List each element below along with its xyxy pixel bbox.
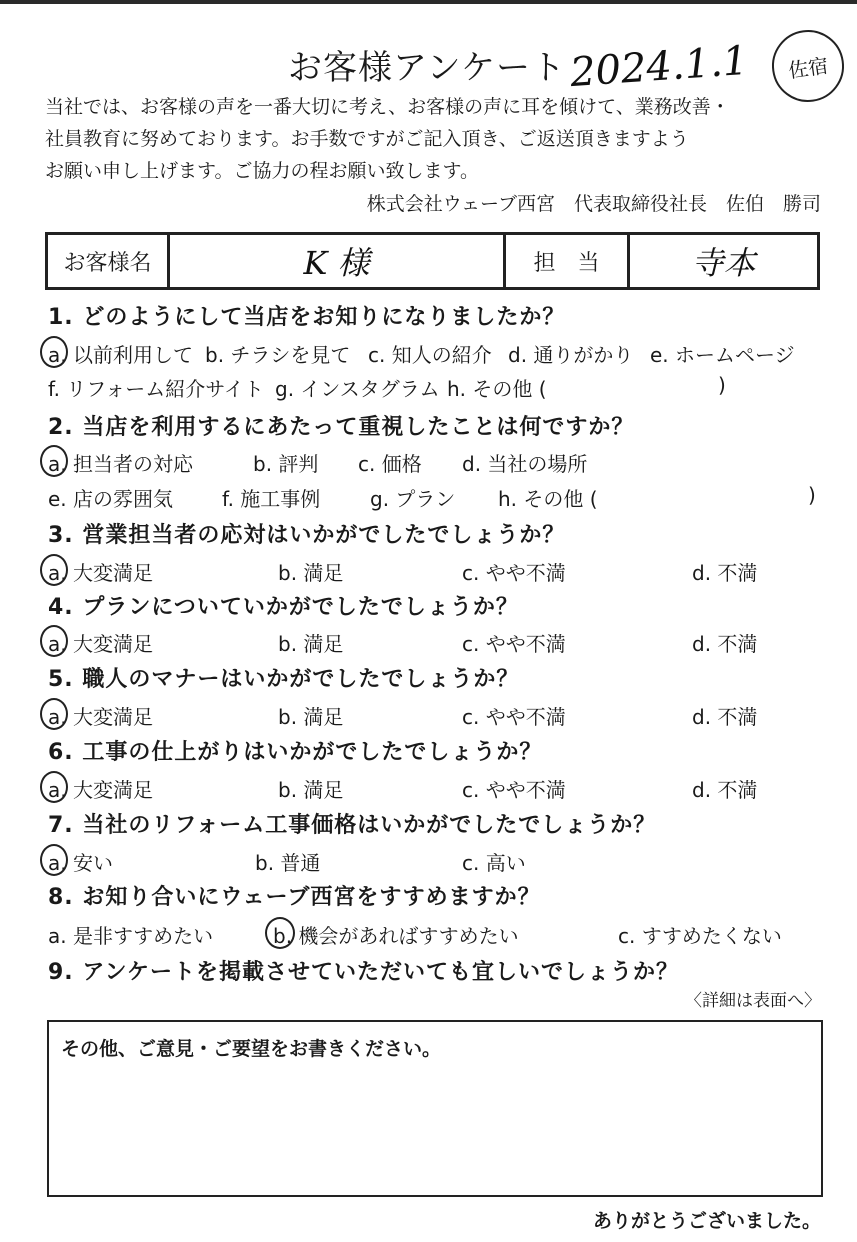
comment-label: その他、ご意見・ご要望をお書きください。 xyxy=(61,1038,442,1060)
q5-option-b[interactable]: b. 満足 xyxy=(278,705,344,729)
q7-option-b[interactable]: b. 普通 xyxy=(255,851,321,875)
intro-line-1: 当社では、お客様の声を一番大切に考え、お客様の声に耳を傾けて、業務改善・ xyxy=(45,96,730,118)
staff-value-cell[interactable] xyxy=(630,235,817,287)
q6-selected-circle xyxy=(40,771,68,803)
staff-value: 寺本 xyxy=(691,244,756,282)
q1-option-h[interactable]: h. その他 ( xyxy=(447,377,547,401)
intro-line-2: 社員教育に努めております。お手数ですがご記入頂き、ご返送頂きますよう xyxy=(45,128,689,150)
q7-option-c[interactable]: c. 高い xyxy=(462,851,526,875)
question-7: 7. 当社のリフォーム工事価格はいかがでしたでしょうか？ xyxy=(48,813,657,838)
q2-option-d[interactable]: d. 当社の場所 xyxy=(462,452,588,476)
q2-option-c[interactable]: c. 価格 xyxy=(358,452,422,476)
detail-note: 〈詳細は表面へ〉 xyxy=(685,991,821,1011)
q1-option-f[interactable]: f. リフォーム紹介サイト xyxy=(48,377,264,401)
q1-option-e[interactable]: e. ホームページ xyxy=(650,343,795,367)
q4-option-d[interactable]: d. 不満 xyxy=(692,632,758,656)
customer-name-value: K 様 xyxy=(303,244,370,282)
staff-label: 担 当 xyxy=(533,250,600,276)
q1-selected-circle xyxy=(40,336,68,368)
handwritten-date: 2024.1.1 xyxy=(568,37,750,97)
q6-option-b[interactable]: b. 満足 xyxy=(278,778,344,802)
question-1: 1. どのようにして当店をお知りになりましたか？ xyxy=(48,305,566,330)
q1-option-d[interactable]: d. 通りがかり xyxy=(508,343,634,367)
company-signature: 株式会社ウェーブ西宮 代表取締役社長 佐伯 勝司 xyxy=(366,193,821,215)
q2-option-b[interactable]: b. 評判 xyxy=(253,452,319,476)
question-4: 4. プランについていかがでしたでしょうか？ xyxy=(48,595,519,620)
customer-name-label-cell xyxy=(48,235,170,287)
survey-title: お客様アンケート xyxy=(288,48,566,88)
q6-option-a[interactable]: a. 大変満足 xyxy=(48,778,153,802)
comment-box[interactable] xyxy=(47,1020,823,1197)
q5-option-d[interactable]: d. 不満 xyxy=(692,705,758,729)
q1-option-b[interactable]: b. チラシを見て xyxy=(205,343,351,367)
question-8: 8. お知り合いにウェーブ西宮をすすめますか？ xyxy=(48,885,541,910)
seal-stamp-text: 佐宿 xyxy=(786,52,830,83)
q2-option-h-close: ) xyxy=(808,483,816,507)
q6-option-c[interactable]: c. やや不満 xyxy=(462,778,566,802)
page-top-edge xyxy=(0,0,857,4)
staff-label-cell xyxy=(506,235,630,287)
q4-option-a[interactable]: a. 大変満足 xyxy=(48,632,153,656)
customer-name-value-cell[interactable] xyxy=(170,235,506,287)
customer-name-label: お客様名 xyxy=(63,250,152,276)
q1-option-a[interactable]: a. 以前利用して xyxy=(48,343,193,367)
intro-line-3: お願い申し上げます。ご協力の程お願い致します。 xyxy=(45,160,479,182)
customer-info-table xyxy=(45,232,820,290)
q8-selected-circle xyxy=(265,917,295,949)
thanks-message: ありがとうございました。 xyxy=(592,1210,821,1232)
q4-option-c[interactable]: c. やや不満 xyxy=(462,632,566,656)
q7-option-a[interactable]: a. 安い xyxy=(48,851,113,875)
q1-option-c[interactable]: c. 知人の紹介 xyxy=(368,343,492,367)
question-9: 9. アンケートを掲載させていただいても宜しいでしょうか？ xyxy=(48,960,680,985)
q1-option-g[interactable]: g. インスタグラム xyxy=(275,377,440,401)
q3-option-a[interactable]: a. 大変満足 xyxy=(48,561,153,585)
question-6: 6. 工事の仕上がりはいかがでしたでしょうか？ xyxy=(48,740,543,765)
q3-option-b[interactable]: b. 満足 xyxy=(278,561,344,585)
q7-selected-circle xyxy=(40,844,68,876)
q4-option-b[interactable]: b. 満足 xyxy=(278,632,344,656)
question-3: 3. 営業担当者の応対はいかがでしたでしょうか？ xyxy=(48,523,566,548)
q4-selected-circle xyxy=(40,625,68,657)
q2-option-e[interactable]: e. 店の雰囲気 xyxy=(48,487,174,511)
q1-option-h-close: ) xyxy=(718,373,726,397)
q2-selected-circle xyxy=(40,445,68,477)
q3-option-c[interactable]: c. やや不満 xyxy=(462,561,566,585)
q8-option-b[interactable]: b. 機会があればすすめたい xyxy=(273,924,519,948)
question-2: 2. 当店を利用するにあたって重視したことは何ですか？ xyxy=(48,415,635,440)
q5-selected-circle xyxy=(40,698,68,730)
q2-option-a[interactable]: a. 担当者の対応 xyxy=(48,452,193,476)
q5-option-c[interactable]: c. やや不満 xyxy=(462,705,566,729)
q2-option-h[interactable]: h. その他 ( xyxy=(498,487,598,511)
q8-option-c[interactable]: c. すすめたくない xyxy=(618,924,782,948)
question-5: 5. 職人のマナーはいかがでしたでしょうか？ xyxy=(48,667,520,692)
q3-selected-circle xyxy=(40,554,68,586)
q8-option-a[interactable]: a. 是非すすめたい xyxy=(48,924,214,948)
seal-stamp xyxy=(767,25,848,106)
q2-option-f[interactable]: f. 施工事例 xyxy=(222,487,321,511)
q5-option-a[interactable]: a. 大変満足 xyxy=(48,705,153,729)
q6-option-d[interactable]: d. 不満 xyxy=(692,778,758,802)
q3-option-d[interactable]: d. 不満 xyxy=(692,561,758,585)
q2-option-g[interactable]: g. プラン xyxy=(370,487,456,511)
